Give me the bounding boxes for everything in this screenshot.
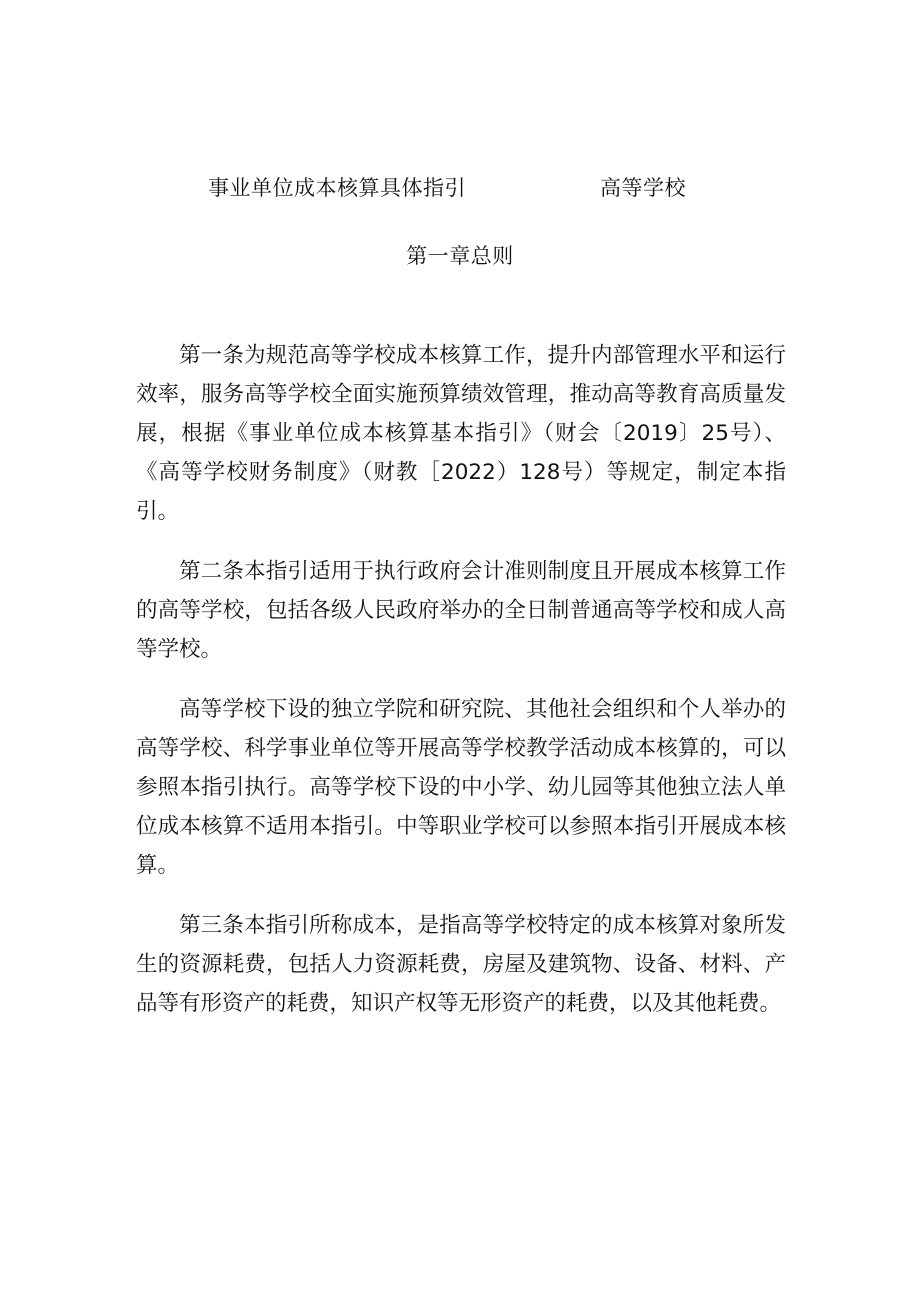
chapter-heading: 第一章总则 [406, 244, 514, 268]
document-subtitle: 高等学校 [600, 176, 686, 200]
paragraph-article-2: 第二条本指引适用于执行政府会计准则制度且开展成本核算工作的高等学校，包括各级人民政府举办的全日制普通高等学校和成人高等学校。 [136, 559, 786, 662]
document-header [0, 172, 920, 204]
paragraph-article-1: 第一条为规范高等学校成本核算工作，提升内部管理水平和运行效率，服务高等学校全面实施预算绩效管理，推动高等教育高质量发展，根据《事业单位成本核算基本指引》（财会〔2019〕25号）、《高等学校财务制度》（财教［2022）128号）等规定，制定本指引。 [136, 343, 786, 524]
paragraph-article-2-scope: 高等学校下设的独立学院和研究院、其他社会组织和个人举办的高等学校、科学事业单位等开展高等学校教学活动成本核算的，可以参照本指引执行。高等学校下设的中小学、幼儿园等其他独立法人单位成本核算不适用本指引。中等职业学校可以参照本指引开展成本核算。 [136, 697, 786, 878]
document-body [136, 336, 786, 1044]
paragraph-article-3: 第三条本指引所称成本，是指高等学校特定的成本核算对象所发生的资源耗费，包括人力资源耗费，房屋及建筑物、设备、材料、产品等有形资产的耗费，知识产权等无形资产的耗费，以及其他耗费。 [136, 913, 786, 1016]
document-title: 事业单位成本核算具体指引 [208, 176, 466, 200]
